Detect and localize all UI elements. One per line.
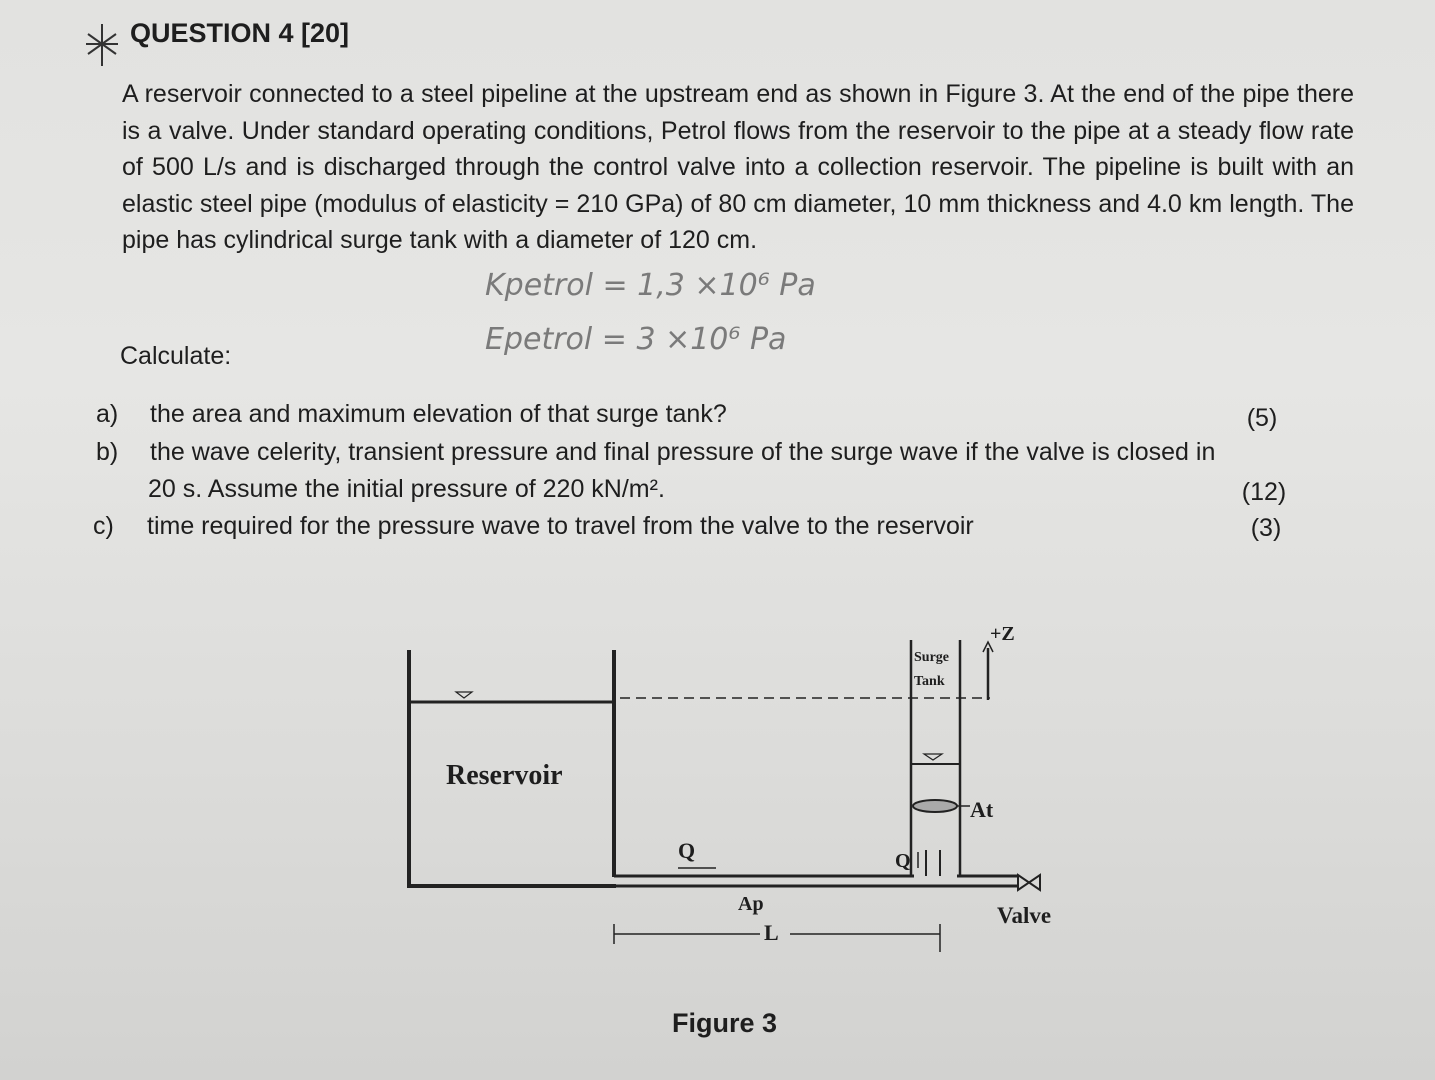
handwritten-note-2: Epetrol = 3 ×10⁶ Pa [485,322,787,357]
handwritten-note-1: Kpetrol = 1,3 ×10⁶ Pa [485,268,816,303]
reservoir-level-marker-icon [456,692,472,698]
figure-caption: Figure 3 [672,1008,778,1038]
surge-tank-section-ellipse [913,800,957,812]
length-label: L [764,920,779,945]
part-c-letter: c) [93,512,114,540]
part-b-text-continued: 20 s. Assume the initial pressure of 220 kN/m². [148,475,665,503]
part-c-marks: (3) [1250,514,1282,542]
reservoir-label: Reservoir [446,760,563,791]
part-a-text: the area and maximum elevation of that surge tank? [150,400,727,428]
q-pipe-label: Q [678,838,696,863]
part-a-letter: a) [96,400,119,428]
part-b-marks: (12) [1241,478,1287,506]
part-b-text: the wave celerity, transient pressure and final pressure of the surge wave if the valve is closed in [150,438,1216,466]
surge-level-marker-icon [924,754,942,760]
at-label: At [970,797,994,822]
part-b-letter: b) [96,438,119,466]
calculate-label: Calculate: [120,342,232,370]
surge-tank-label-2: Tank [914,674,945,689]
part-a-marks: (5) [1246,404,1278,432]
question-title: QUESTION 4 [20] [130,18,350,48]
surge-tank-label-1: Surge [914,650,949,665]
q-tank-label: Q [895,850,911,872]
question-body: A reservoir connected to a steel pipeline at the upstream end as shown in Figure 3. At the end of the pipe there is a valve. Under standard operating conditions, Petrol flows from the reservoir to the pipe at a steady flow rate of 500 L/s and is discharged through the control valve into a collection reservoir. The pipeline is built with an elastic steel pipe (modulus of elasticity = 210 GPa) of 80 cm diameter, 10 mm thickness and 4.0 km length. The pipe has cylindrical surge tank with a diameter of 120 cm. [122,80,1354,254]
valve-symbol [1018,875,1040,890]
valve-label: Valve [997,903,1052,928]
part-c-text: time required for the pressure wave to travel from the valve to the reservoir [147,512,974,540]
ap-label: Ap [738,893,764,915]
z-axis-label: +Z [990,623,1015,645]
